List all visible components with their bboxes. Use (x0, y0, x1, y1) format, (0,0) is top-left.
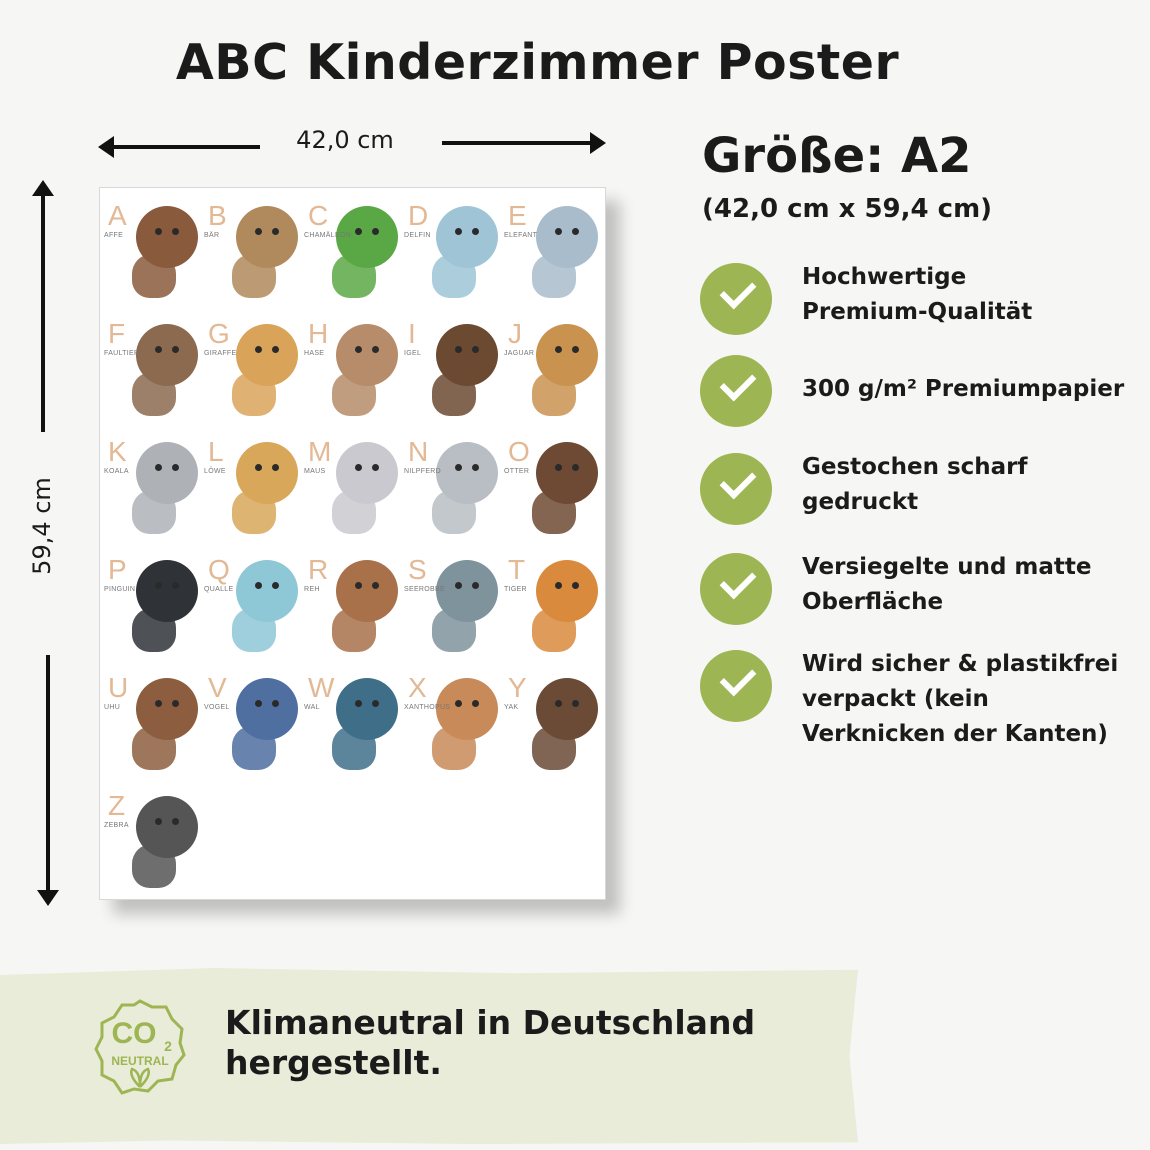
poster-animal-wal (304, 670, 404, 782)
poster-animal-bär (204, 198, 304, 310)
badge-co: CO (111, 1017, 157, 1050)
animal-letter: X (408, 672, 427, 703)
penguin-icon (136, 560, 198, 622)
animal-letter: G (208, 318, 230, 349)
giraffe-icon (236, 324, 298, 386)
animal-letter: I (408, 318, 416, 349)
height-line-bottom (46, 655, 50, 893)
check-icon (700, 453, 772, 525)
animal-letter: R (308, 554, 329, 585)
animal-name: TIGER (504, 586, 527, 593)
animal-name: LÖWE (204, 468, 226, 475)
poster-animal-zebra (104, 788, 204, 900)
poster-animal-löwe (204, 434, 304, 546)
animal-letter: K (108, 436, 127, 467)
animal-name: YAK (504, 704, 519, 711)
mouse-icon (336, 442, 398, 504)
animal-letter: S (408, 554, 427, 585)
hedgehog-icon (436, 324, 498, 386)
poster-animal-xanthopus (404, 670, 504, 782)
animal-letter: W (308, 672, 335, 703)
jaguar-icon (536, 324, 598, 386)
poster-animal-nilpferd (404, 434, 504, 546)
arrow-down-icon (37, 890, 59, 906)
height-line-top (41, 192, 45, 432)
animal-letter: E (508, 200, 527, 231)
animal-name: NILPFERD (404, 468, 442, 475)
animal-name: CHAMÄLEON (304, 232, 352, 239)
animal-letter: N (408, 436, 429, 467)
badge-sub: 2 (164, 1038, 172, 1054)
animal-letter: D (408, 200, 429, 231)
animal-name: DELFIN (404, 232, 431, 239)
zebra-icon (136, 796, 198, 858)
whale-icon (336, 678, 398, 740)
width-line-left (110, 145, 260, 149)
animal-name: REH (304, 586, 320, 593)
hippo-icon (436, 442, 498, 504)
poster-animal-otter (504, 434, 604, 546)
animal-name: WAL (304, 704, 320, 711)
seal-icon (436, 560, 498, 622)
animal-letter: U (108, 672, 129, 703)
bird-icon (236, 678, 298, 740)
height-label: 59,4 cm (28, 477, 56, 575)
animal-name: AFFE (104, 232, 124, 239)
animal-name: VOGEL (204, 704, 230, 711)
leaf-icon (131, 1069, 148, 1087)
animal-name: SEEROBBE (404, 586, 445, 593)
animal-name: UHU (104, 704, 121, 711)
animal-letter: F (108, 318, 126, 349)
animal-name: FAULTIER (104, 350, 140, 357)
poster-animal-yak (504, 670, 604, 782)
feature-text: 300 g/m² Premiumpapier (802, 376, 1125, 402)
check-icon (700, 650, 772, 722)
poster-animal-chamäleon (304, 198, 404, 310)
abc-poster-image (99, 187, 606, 900)
yak-icon (536, 678, 598, 740)
page-title: ABC Kinderzimmer Poster (175, 34, 900, 91)
animal-letter: A (108, 200, 127, 231)
animal-letter: J (508, 318, 522, 349)
poster-animal-vogel (204, 670, 304, 782)
width-label: 42,0 cm (296, 126, 394, 154)
animal-letter: Q (208, 554, 230, 585)
size-subtitle: (42,0 cm x 59,4 cm) (702, 194, 993, 224)
animal-name: IGEL (404, 350, 422, 357)
monkey-icon (136, 206, 198, 268)
badge-neutral: NEUTRAL (111, 1054, 169, 1068)
lion-icon (236, 442, 298, 504)
animal-letter: H (308, 318, 329, 349)
climate-text: Klimaneutral in Deutschland hergestellt. (225, 1003, 756, 1082)
otter-icon (536, 442, 598, 504)
rabbit-icon (336, 324, 398, 386)
animal-name: OTTER (504, 468, 530, 475)
poster-animal-jaguar (504, 316, 604, 428)
co2-neutral-badge (92, 995, 188, 1097)
poster-animal-pinguin (104, 552, 204, 664)
animal-name: BÄR (204, 232, 220, 239)
animal-letter: C (308, 200, 329, 231)
poster-animal-faultier (104, 316, 204, 428)
animal-letter: M (308, 436, 332, 467)
poster-animal-uhu (104, 670, 204, 782)
poster-animal-maus (304, 434, 404, 546)
poster-animal-tiger (504, 552, 604, 664)
poster-animal-reh (304, 552, 404, 664)
poster-animal-elefant (504, 198, 604, 310)
animal-letter: P (108, 554, 127, 585)
feature-text: Gestochen scharf gedruckt (802, 454, 1028, 515)
animal-letter: V (208, 672, 227, 703)
animal-name: MAUS (304, 468, 326, 475)
feature-text: Versiegelte und matte Oberfläche (802, 554, 1092, 615)
animal-letter: Y (508, 672, 527, 703)
animal-letter: O (508, 436, 530, 467)
animal-name: GIRAFFE (204, 350, 237, 357)
poster-animal-delfin (404, 198, 504, 310)
animal-name: ZEBRA (104, 822, 129, 829)
width-line-right (442, 141, 592, 145)
arrow-right-icon (590, 132, 606, 154)
size-title: Größe: A2 (702, 128, 972, 184)
elephant-icon (536, 206, 598, 268)
tiger-icon (536, 560, 598, 622)
animal-name: XANTHOPUS (404, 704, 451, 711)
check-icon (700, 263, 772, 335)
jellyfish-icon (236, 560, 298, 622)
animal-name: HASE (304, 350, 325, 357)
koala-icon (136, 442, 198, 504)
poster-animal-affe (104, 198, 204, 310)
poster-animal-koala (104, 434, 204, 546)
animal-name: JAGUAR (504, 350, 535, 357)
poster-animal-seerobbe (404, 552, 504, 664)
animal-letter: B (208, 200, 227, 231)
animal-letter: Z (108, 790, 126, 821)
animal-letter: L (208, 436, 224, 467)
deer-icon (336, 560, 398, 622)
animal-name: QUALLE (204, 586, 234, 593)
sloth-icon (136, 324, 198, 386)
bear-icon (236, 206, 298, 268)
check-icon (700, 355, 772, 427)
owl-icon (136, 678, 198, 740)
animal-letter: T (508, 554, 526, 585)
poster-animal-igel (404, 316, 504, 428)
animal-name: ELEFANT (504, 232, 538, 239)
animal-name: KOALA (104, 468, 129, 475)
poster-animal-hase (304, 316, 404, 428)
poster-animal-qualle (204, 552, 304, 664)
animal-name: PINGUIN (104, 586, 136, 593)
poster-animal-giraffe (204, 316, 304, 428)
feature-text: Hochwertige Premium-Qualität (802, 264, 1033, 325)
dolphin-icon (436, 206, 498, 268)
feature-text: Wird sicher & plastikfrei verpackt (kein Verknicken der Kanten) (802, 651, 1119, 747)
check-icon (700, 553, 772, 625)
